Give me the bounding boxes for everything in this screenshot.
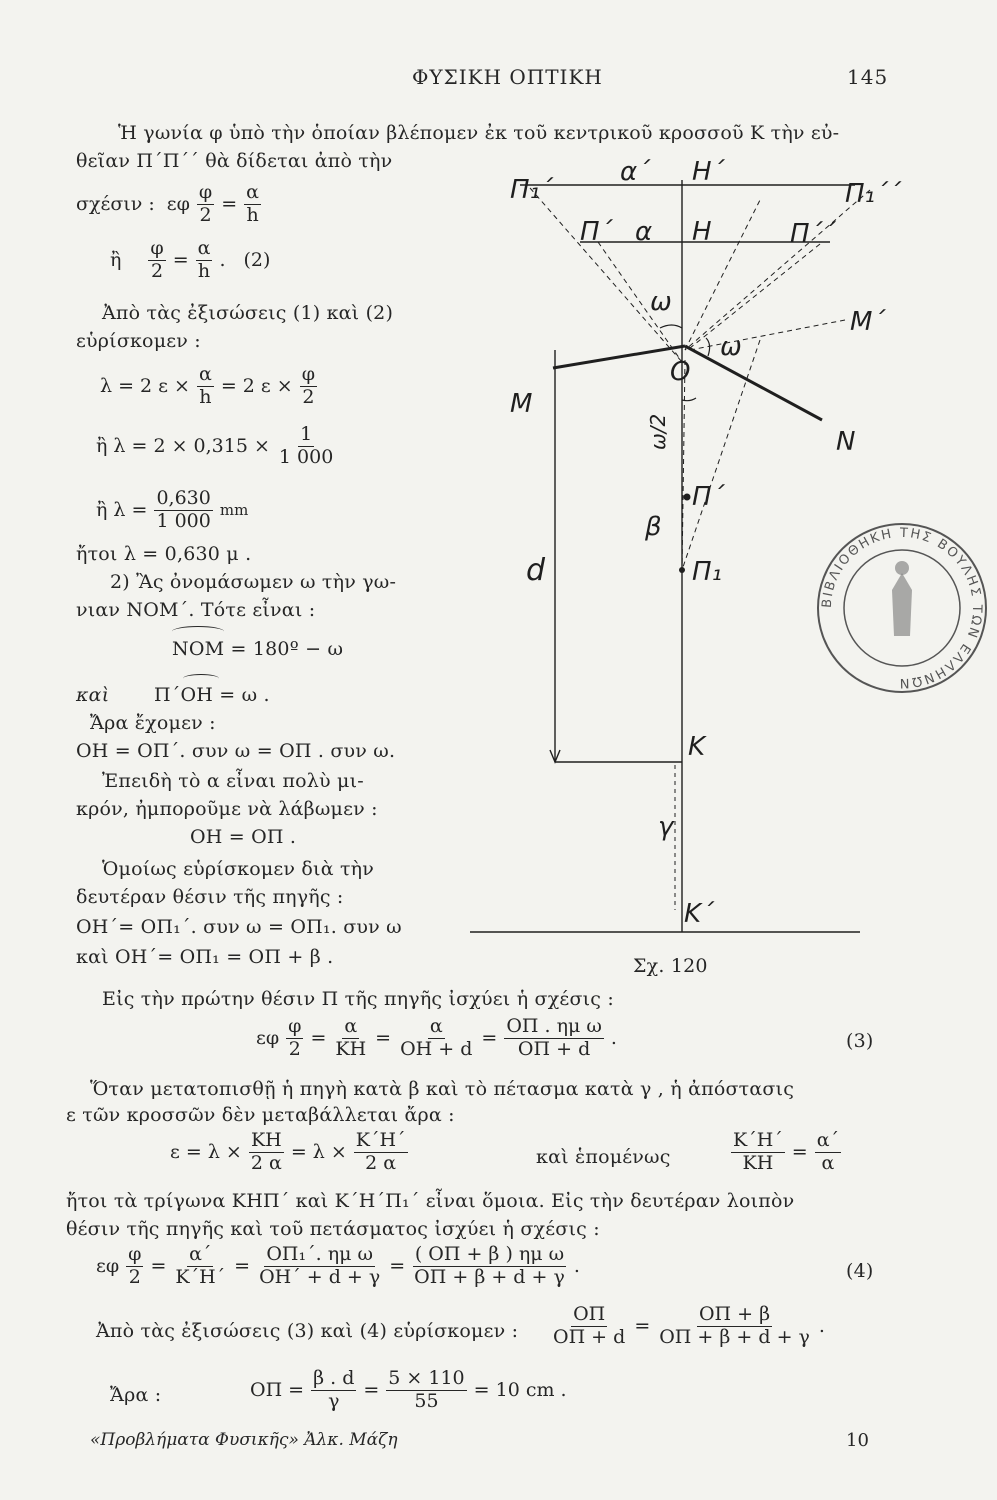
label-k: Κ	[688, 732, 706, 762]
equation-4: εφ $\frac{\varphi}{2}$ = $\frac{\alpha΄}{K΄H΄}$ = $\frac{\text{ΟΠ₁΄. ημ ω}}{OH΄ + d + \gamma}$ = $\frac{\text{( ΟΠ + β ) ημ ω}}{O\Pi + \beta + d + \gamma}$ .	[96, 1243, 580, 1288]
equation-combined: $\frac{O\Pi}{O\Pi + d}$ = $\frac{O\Pi + \beta}{O\Pi + \beta + d + \gamma}$ .	[553, 1303, 825, 1348]
screen-right	[685, 346, 822, 420]
paragraph-line: κρόν, ἠμποροῦμε νὰ λάβωμεν :	[76, 798, 378, 820]
equation-ohprime-2: καὶ ΟΗ΄= ΟΠ₁ = ΟΠ + β .	[76, 946, 334, 968]
label-a: α	[635, 217, 653, 247]
footer-title: «Προβλήματα Φυσικῆς» Ἀλκ. Μάζη	[90, 1430, 398, 1450]
page-number: 145	[847, 65, 889, 89]
paragraph-line: θεῖαν Π΄Π΄΄ θὰ δίδεται ἀπὸ τὴν	[76, 150, 393, 172]
label-p1: Π₁	[692, 557, 722, 587]
equation-oh-op: ΟΗ = ΟΠ .	[190, 826, 297, 848]
paragraph-line: ἤτοι τὰ τρίγωνα ΚΗΠ΄ καὶ Κ΄Η΄Π₁΄ εἶναι ὅμοια. Εἰς τὴν δευτέραν λοιπὸν	[66, 1190, 795, 1212]
equation-ratio: $\frac{K΄H΄}{KH}$ = $\frac{\alpha΄}{\alpha}$	[733, 1129, 840, 1174]
label-h: Η	[692, 217, 712, 247]
ray-ppp	[690, 244, 820, 348]
label-omega: ω	[650, 287, 672, 317]
equation-1: σχέσιν : εφ $\frac{\varphi}{2}$ = $\frac{\alpha}{h}$	[76, 181, 259, 226]
paragraph-line: Ἄρα :	[110, 1384, 162, 1406]
label-schesin: σχέσιν :	[76, 193, 155, 216]
label-gamma: γ	[658, 812, 674, 842]
paragraph-line: Ἀπὸ τὰς ἐξισώσεις (1) καὶ (2)	[102, 302, 394, 324]
equation-3: εφ $\frac{\varphi}{2}$ = $\frac{\alpha}{KH}$ = $\frac{\alpha}{OH + d}$ = $\frac{\text{ΟΠ . ημ ω}}{O\Pi + d}$ .	[256, 1015, 617, 1060]
ef-symbol: εφ	[166, 193, 190, 216]
figure-caption: Σχ. 120	[633, 955, 708, 977]
ray-mp	[690, 320, 845, 350]
equation-final: ΟΠ = $\frac{\beta . d}{\gamma}$ = $\frac{5 \times 110}{55}$ = 10 cm .	[250, 1367, 567, 1412]
paragraph-line: Ἐπειδὴ τὸ α εἶναι πολὺ μι-	[102, 770, 364, 792]
fraction: $\frac{\alpha}{h}$	[197, 237, 211, 282]
point-p1	[679, 567, 685, 573]
paragraph-line: δευτέραν θέσιν τῆς πηγῆς :	[76, 886, 344, 908]
fraction: $\frac{\alpha}{h}$	[246, 181, 259, 226]
or-symbol: ἢ	[110, 249, 122, 272]
ray-p1p	[530, 188, 682, 362]
equation-2: ἢ $\frac{\varphi}{2}$ = $\frac{\alpha}{h}$ . (2)	[110, 237, 271, 282]
paragraph-line: Ἄρα ἔχομεν :	[90, 712, 216, 734]
library-stamp	[812, 518, 992, 698]
paragraph-line: καὶ ἑπομένως	[536, 1146, 671, 1168]
label-o: Ο	[670, 357, 691, 387]
equation-lambda-3: ἢ λ = $\frac{0,630}{1 000}$ mm	[96, 487, 249, 532]
paragraph-line: 2) Ἂς ὀνομάσωμεν ω τὴν γω-	[110, 571, 397, 593]
fraction: $\frac{\varphi}{2}$	[198, 181, 213, 226]
equation-tag: (2)	[243, 249, 271, 272]
label-p1-dprime: Π₁΄΄	[845, 179, 901, 209]
label-a-prime: α΄	[620, 157, 651, 187]
paragraph-line: Ὅταν μετατοπισθῇ ἡ πηγὴ κατὰ β καὶ τὸ πέτασμα κατὰ γ , ἡ ἀπόστασις	[90, 1078, 795, 1100]
label-p1-prime: Π₁΄	[510, 175, 553, 205]
paragraph-line: Εἰς τὴν πρώτην θέσιν Π τῆς πηγῆς ἰσχύει ἡ σχέσις :	[102, 988, 614, 1010]
equation-poh: Π΄ΟΗ = ω .	[154, 684, 270, 706]
label-omega-half: ω/2	[646, 413, 670, 450]
screen-left	[553, 346, 685, 368]
paragraph-line: εὑρίσκομεν :	[76, 330, 201, 352]
paragraph-line: νιαν ΝΟΜ΄. Τότε εἶναι :	[76, 599, 316, 621]
equation-lambda-1: λ = 2 ε × $\frac{\alpha}{h}$ = 2 ε × $\frac{\varphi}{2}$	[100, 363, 316, 408]
paragraph-line: Ἀπὸ τὰς ἐξισώσεις (3) καὶ (4) εὑρίσκομεν :	[96, 1320, 519, 1342]
equation-lambda-2: ἢ λ = 2 × 0,315 × $\frac{1}{1 000}$	[96, 423, 334, 468]
arc-omega	[660, 325, 682, 328]
label-n: Ν	[836, 427, 856, 457]
label-beta: β	[645, 512, 662, 542]
paragraph-line: καὶ	[76, 684, 110, 706]
paragraph-line: ἤτοι λ = 0,630 μ .	[76, 543, 252, 565]
label-p-prime: Π΄	[580, 217, 613, 247]
svg-text:ΒΙΒΛΙΟΘΗΚΗ ΤΗΣ ΒΟΥΛΗΣ ΤΩΝ ΕΛΛΗ: ΒΙΒΛΙΟΘΗΚΗ ΤΗΣ ΒΟΥΛΗΣ ΤΩΝ ΕΛΛΗΝΩΝ	[819, 525, 985, 691]
label-p-prime-2: Π΄	[692, 482, 725, 512]
paragraph-line: Ὁμοίως εὑρίσκομεν διὰ τὴν	[102, 858, 375, 880]
equation-epsilon: ε = λ × $\frac{KH}{2 \alpha}$ = λ × $\frac{K΄H΄}{2 \alpha}$	[170, 1129, 406, 1174]
label-p-dprime: Π΄΄	[790, 219, 836, 249]
angle-arc	[183, 674, 219, 683]
paragraph-line: ε τῶν κροσσῶν δὲν μεταβάλλεται ἄρα :	[66, 1104, 455, 1126]
footer-page: 10	[846, 1430, 869, 1451]
label-omega2: ω	[720, 332, 742, 362]
label-d: d	[526, 553, 546, 588]
ray-pi1	[682, 340, 760, 570]
page-header-title: ΦΥΣΙΚΗ ΟΠΤΙΚΗ	[412, 65, 603, 89]
label-k-prime: Κ΄	[684, 899, 715, 929]
angle-arc	[172, 626, 224, 637]
label-m: Μ	[510, 389, 533, 419]
paragraph-line: θέσιν τῆς πηγῆς καὶ τοῦ πετάσματος ἰσχύει ἡ σχέσις :	[66, 1218, 600, 1240]
paragraph-line: Ἡ γωνία φ ὑπὸ τὴν ὁποίαν βλέπομεν ἐκ τοῦ κεντρικοῦ κροσσοῦ Κ τὴν εὐ-	[118, 122, 840, 144]
equation-tag: (4)	[846, 1260, 874, 1282]
equation-ohprime: ΟΗ΄= ΟΠ₁΄. συν ω = ΟΠ₁. συν ω	[76, 916, 402, 938]
equation-tag: (3)	[846, 1030, 874, 1052]
label-h-prime: Η΄	[692, 157, 725, 187]
label-m-prime: Μ΄	[850, 307, 886, 337]
equation-nom: ΝΟΜ = 180º − ω	[172, 638, 344, 660]
equation-oh: ΟΗ = ΟΠ΄. συν ω = ΟΠ . συν ω.	[76, 740, 396, 762]
fraction: $\frac{\varphi}{2}$	[150, 237, 164, 282]
ray-p1pp	[685, 190, 870, 350]
point-p-prime	[684, 494, 691, 501]
